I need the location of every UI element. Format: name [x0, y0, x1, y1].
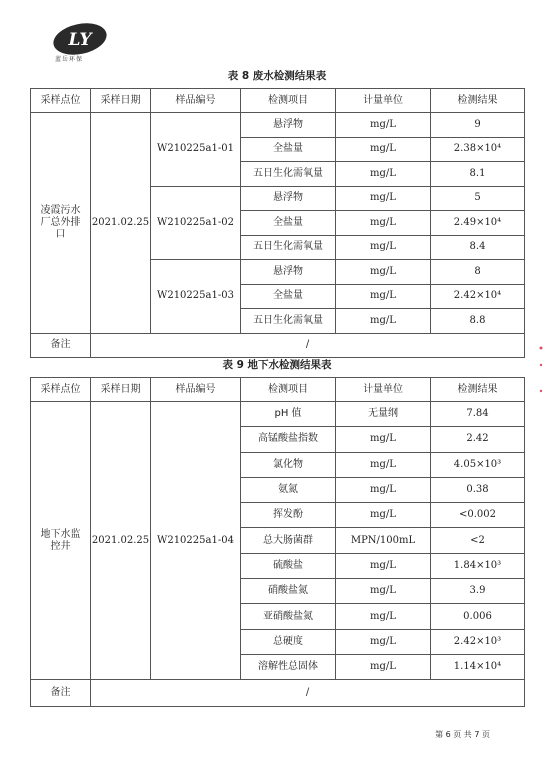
column-header: 检测项目	[241, 89, 336, 113]
test-item: 悬浮物	[241, 186, 336, 211]
test-item: 挥发酚	[241, 503, 336, 528]
unit: mg/L	[336, 579, 431, 604]
unit: 无量纲	[336, 402, 431, 427]
test-item: 亚硝酸盐氮	[241, 604, 336, 629]
column-header: 计量单位	[336, 89, 431, 113]
column-header: 检测项目	[241, 378, 336, 402]
test-item: 溶解性总固体	[241, 654, 336, 679]
column-header: 采样点位	[31, 89, 91, 113]
result-value: 1.14×10⁴	[431, 654, 525, 679]
unit: mg/L	[336, 427, 431, 452]
unit: mg/L	[336, 162, 431, 187]
remark-label: 备注	[31, 680, 91, 707]
test-item: 硝酸盐氮	[241, 579, 336, 604]
column-header: 采样点位	[31, 378, 91, 402]
result-value: 2.38×10⁴	[431, 137, 525, 162]
result-value: <2	[431, 528, 525, 553]
unit: mg/L	[336, 654, 431, 679]
unit: mg/L	[336, 553, 431, 578]
sampling-location: 地下水监控井	[31, 402, 91, 680]
result-value: <0.002	[431, 503, 525, 528]
unit: mg/L	[336, 452, 431, 477]
unit: mg/L	[336, 309, 431, 334]
test-item: 全盐量	[241, 284, 336, 309]
column-header: 采样日期	[91, 378, 151, 402]
sampling-location: 凌霞污水厂总外排口	[31, 113, 91, 334]
result-value: 2.42	[431, 427, 525, 452]
result-value: 5	[431, 186, 525, 211]
column-header: 采样日期	[91, 89, 151, 113]
test-item: 悬浮物	[241, 260, 336, 285]
column-header: 检测结果	[431, 89, 525, 113]
unit: mg/L	[336, 211, 431, 236]
table-header-row	[31, 89, 525, 113]
table-row	[31, 402, 525, 427]
result-value: 7.84	[431, 402, 525, 427]
test-item: 高锰酸盐指数	[241, 427, 336, 452]
test-item: pH 值	[241, 402, 336, 427]
sampling-date: 2021.02.25	[91, 113, 151, 334]
test-item: 全盐量	[241, 137, 336, 162]
table9-caption: 表 9 地下水检测结果表	[222, 359, 332, 371]
unit: mg/L	[336, 186, 431, 211]
result-value: 8.8	[431, 309, 525, 334]
sample-id: W210225a1-01	[151, 113, 241, 187]
unit: mg/L	[336, 260, 431, 285]
result-value: 4.05×10³	[431, 452, 525, 477]
result-value: 8.4	[431, 235, 525, 260]
remark-value: /	[91, 680, 525, 707]
column-header: 样品编号	[151, 89, 241, 113]
unit: mg/L	[336, 137, 431, 162]
test-item: 总大肠菌群	[241, 528, 336, 553]
table-row	[31, 113, 525, 138]
result-value: 0.38	[431, 477, 525, 502]
result-value: 0.006	[431, 604, 525, 629]
test-item: 总硬度	[241, 629, 336, 654]
result-value: 2.49×10⁴	[431, 211, 525, 236]
test-item: 硫酸盐	[241, 553, 336, 578]
column-header: 样品编号	[151, 378, 241, 402]
groundwater-results-table	[30, 377, 525, 707]
table8-caption: 表 8 废水检测结果表	[227, 70, 327, 82]
test-item: 悬浮物	[241, 113, 336, 138]
unit: mg/L	[336, 604, 431, 629]
result-value: 2.42×10³	[431, 629, 525, 654]
table-header-row	[31, 378, 525, 402]
test-item: 氯化物	[241, 452, 336, 477]
sample-id: W210225a1-03	[151, 260, 241, 334]
unit: mg/L	[336, 235, 431, 260]
unit: mg/L	[336, 477, 431, 502]
test-item: 氨氮	[241, 477, 336, 502]
column-header: 检测结果	[431, 378, 525, 402]
svg-text:LY: LY	[68, 30, 92, 50]
sampling-date: 2021.02.25	[91, 402, 151, 680]
result-value: 1.84×10³	[431, 553, 525, 578]
stamp-mark	[538, 343, 544, 403]
remark-value: /	[91, 333, 525, 357]
unit: mg/L	[336, 503, 431, 528]
unit: mg/L	[336, 113, 431, 138]
result-value: 8	[431, 260, 525, 285]
company-name: 蓝岳环保	[55, 56, 84, 63]
result-value: 9	[431, 113, 525, 138]
test-item: 五日生化需氧量	[241, 309, 336, 334]
test-item: 全盐量	[241, 211, 336, 236]
test-item: 五日生化需氧量	[241, 235, 336, 260]
result-value: 2.42×10⁴	[431, 284, 525, 309]
remark-label: 备注	[31, 333, 91, 357]
remark-row	[31, 680, 525, 707]
result-value: 8.1	[431, 162, 525, 187]
sample-id: W210225a1-04	[151, 402, 241, 680]
page-number: 第 6 页 共 7 页	[435, 730, 490, 739]
unit: MPN/100mL	[336, 528, 431, 553]
unit: mg/L	[336, 284, 431, 309]
result-value: 3.9	[431, 579, 525, 604]
wastewater-results-table	[30, 88, 525, 358]
remark-row	[31, 333, 525, 357]
unit: mg/L	[336, 629, 431, 654]
sample-id: W210225a1-02	[151, 186, 241, 260]
column-header: 计量单位	[336, 378, 431, 402]
test-item: 五日生化需氧量	[241, 162, 336, 187]
